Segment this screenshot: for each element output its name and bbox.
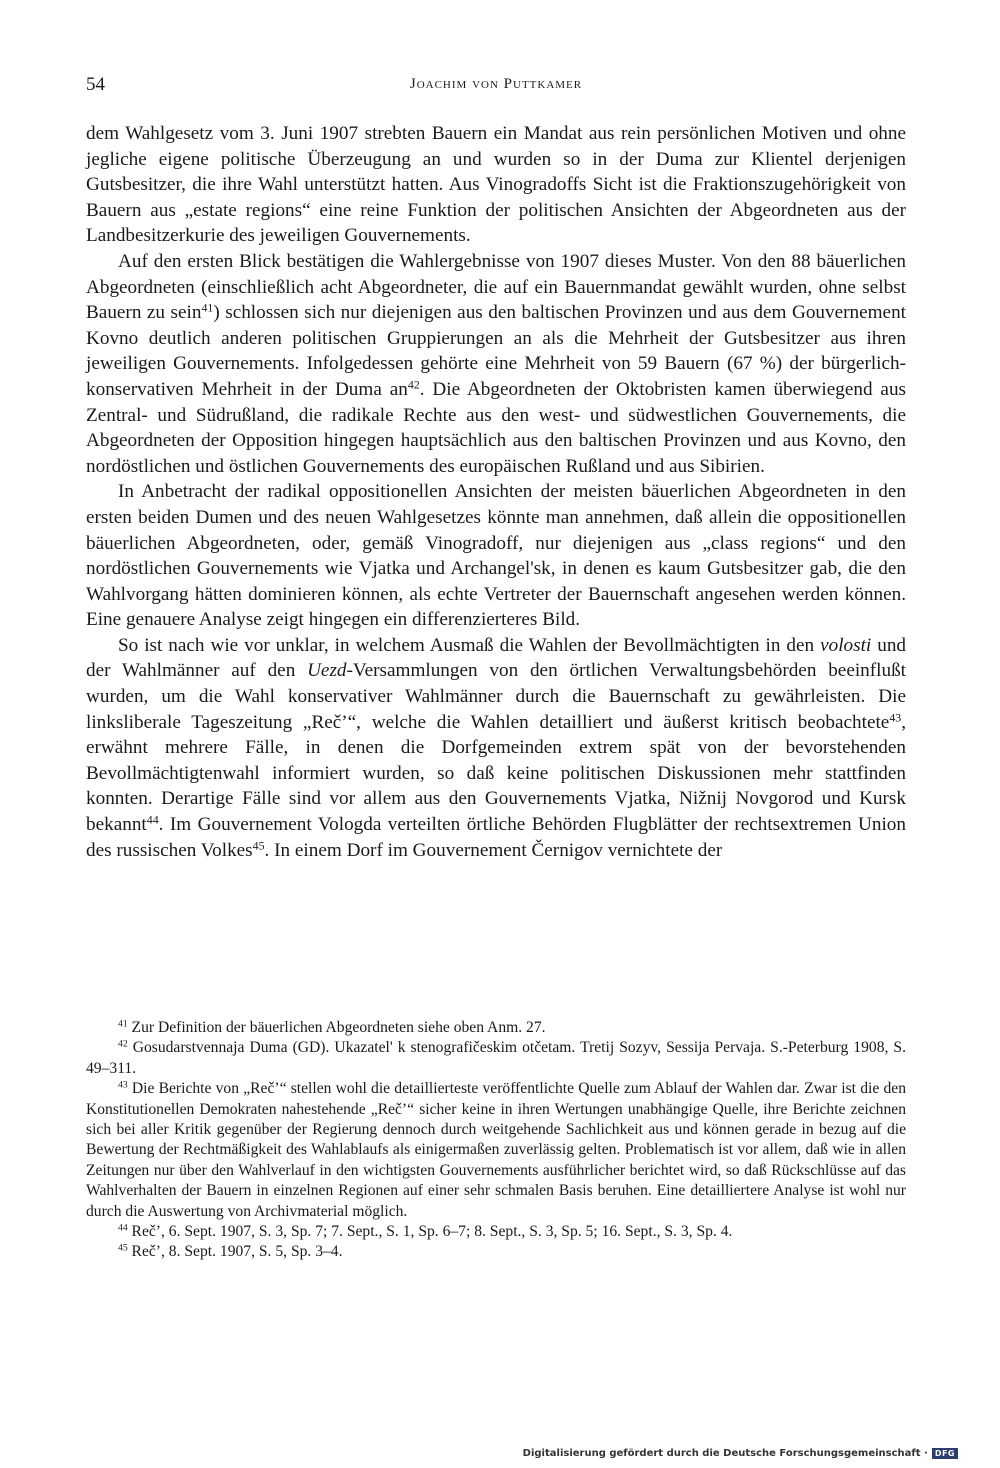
footnote-number: 43: [118, 1079, 128, 1091]
footnote-text: Reč’, 6. Sept. 1907, S. 3, Sp. 7; 7. Sept., S. 1, Sp. 6–7; 8. Sept., S. 3, Sp. 5; 16. Sept., S. 3, Sp. 4.: [127, 1223, 733, 1241]
footnote-number: 44: [118, 1222, 128, 1234]
page-number: 54: [86, 74, 105, 95]
credit-text: Digitalisierung gefördert durch die Deutsche Forschungsgemeinschaft ·: [522, 1448, 928, 1459]
text-run: . Im Gouvernement Vologda verteilten örtliche Behörden Flugblätter der rechtsextremen Union des russischen Volkes: [86, 814, 906, 861]
dfg-logo: DFG: [932, 1448, 958, 1459]
text-run: . In einem Dorf im Gouvernement Černigov vernichtete der: [264, 839, 723, 861]
body-paragraph: [86, 249, 906, 479]
page-header: [86, 74, 906, 104]
footnote-text: Zur Definition der bäuerlichen Abgeordneten siehe oben Anm. 27.: [127, 1019, 546, 1036]
footnote-text: Reč’, 8. Sept. 1907, S. 5, Sp. 3–4.: [127, 1243, 343, 1261]
text-run: In Anbetracht der radikal oppositionellen Ansichten der meisten bäuerlichen Abgeordneten in den ersten beiden Dumen und des neuen Wahlgesetzes könnte man annehmen, daß allein die oppositionellen bäuerlichen Abgeordneten, oder, gemäß Vinogradoff, nur diejenigen aus „class regions“ und den nordöstlichen Gouvernements wie Vjatka und Archangel'sk, in denen es kaum Gutsbesitzer gab, die den Wahlvorgang hätten dominieren können, als echte Vertreter der Bauernschaft angesehen werden können. Eine genauere Analyse zeigt hingegen ein differenzierteres Bild.: [86, 481, 906, 631]
footnote: [86, 1018, 906, 1038]
footnote-text: Die Berichte von „Reč’“ stellen wohl die detaillierteste veröffentlichte Quelle zum Ablauf der Wahlen dar. Zwar ist die den Konstitutionellen Demokraten nahestehende „Reč’“ sicher keine in ihren Wertungen unabhängige Quelle, ihre Berichte zeichnen sich bei aller Kritik gegenüber der Regierung dennoch durch weitgehende Sachlichkeit aus und können gerade in bezug auf die Bewertung der Rechtmäßigkeit des Wahlablaufs als einigermaßen zuverlässig gelten. Problematisch ist vor allem, daß wie in allen Zeitungen nur über den Wahlverlauf in den wichtigsten Gouvernements ausführlicher berichtet wird, so daß Rückschlüsse auf das Wahlverhalten der Bauern in einzelnen Regionen auf einer sehr schmalen Basis beruhen. Eine detailliertere Analyse ist wohl nur durch die Auswertung von Archivmaterial möglich.: [86, 1080, 906, 1220]
footnote-number: 45: [118, 1243, 128, 1255]
footnote-ref: 44: [146, 812, 159, 827]
text-run: So ist nach wie vor unklar, in welchem Ausmaß die Wahlen der Bevollmächtigten in den: [118, 634, 821, 656]
footnote: [86, 1038, 906, 1079]
footnote-text: Gosudarstvennaja Duma (GD). Ukazatel' k stenografičeskim otčetam. Tretij Sozyv, Sessija Pervaja. S.-Peterburg 1908, S. 49–311.: [86, 1039, 906, 1077]
italic-term: volosti: [820, 634, 872, 656]
text-run: . Die Abgeordneten der Oktobristen kamen überwiegend aus Zentral- und Südrußland, die radikale Rechte aus den west- und südwestlichen Gouvernements, die Abgeordneten der Opposition hingegen hauptsächlich aus den baltischen Provinzen und aus Kovno, den nordöstlichen und östlichen Gouvernements des europäischen Rußland und aus Sibirien.: [86, 378, 907, 477]
digitization-credit: [523, 1448, 958, 1459]
footnote-ref: 43: [889, 710, 902, 725]
text-run: -Versammlungen von den örtlichen Verwaltungsbehörden beeinflußt wurden, um die Wahl konservativer Wahlmänner durch die Bauernschaft zu gewährleisten. Die linksliberale Tageszeitung „Reč’“, welche die Wahlen detailliert und äußerst kritisch beobachtete: [86, 660, 906, 733]
text-run: , erwähnt mehrere Fälle, in denen die Dorfgemeinden extrem spät von der bevorstehenden Bevollmächtigtenwahl informiert wurden, so daß keine politischen Diskussionen mehr stattfinden konnten. Derartige Fälle sind vor allem aus den Gouvernements Vjatka, Nižnij Novgorod und Kursk bekannt: [86, 711, 906, 836]
footnotes: [86, 1018, 906, 1263]
text-run: dem Wahlgesetz vom 3. Juni 1907 strebten Bauern ein Mandat aus rein persönlichen Motiven und ohne jegliche eigene politische Überzeugung an und wurden so in der Duma zur Klientel derjenigen Gutsbesitzer, die ihre Wahl unterstützt hatten. Aus Vinogradoffs Sicht ist die Fraktionszugehörigkeit von Bauern aus „estate regions“ eine reine Funktion der politischen Ansichten der Abgeordneten aus der Landbesitzerkurie des jeweiligen Gouvernements.: [86, 123, 906, 247]
text-run: ) schlossen sich nur diejenigen aus den baltischen Provinzen und aus dem Gouvernement Kovno deutlich anderen politischen Gruppierungen an als die Mehrheit der Gutsbesitzer aus ihren jeweiligen Gouvernements. Infolgedessen gehörte eine Mehrheit von 59 Bauern (67 %) der bürgerlich-konservativen Mehrheit in der Duma an: [86, 302, 906, 400]
footnote: [86, 1242, 906, 1262]
body-paragraph: [86, 479, 906, 633]
text-run: Auf den ersten Blick bestätigen die Wahlergebnisse von 1907 dieses Muster. Von den 88 bäuerlichen Abgeordneten (einschließlich acht Abgeordneter, die auf ein Bauernmandat gewählt wurden, ohne selbst Bauern zu sein: [86, 250, 906, 324]
running-head: Joachim von Puttkamer: [409, 76, 583, 92]
footnote-ref: 42: [407, 377, 420, 392]
text-run: und der Wahlmänner auf den: [86, 634, 907, 682]
footnote-ref: 45: [252, 838, 265, 853]
footnote-number: 42: [118, 1039, 128, 1051]
footnote: [86, 1222, 906, 1242]
footnote-number: 41: [118, 1018, 128, 1030]
body-paragraph: [86, 633, 906, 863]
italic-term: Uezd: [307, 660, 347, 682]
body-paragraph: [86, 121, 906, 249]
footnote: [86, 1079, 906, 1222]
main-text: [86, 121, 906, 863]
footnote-ref: 41: [201, 300, 214, 315]
